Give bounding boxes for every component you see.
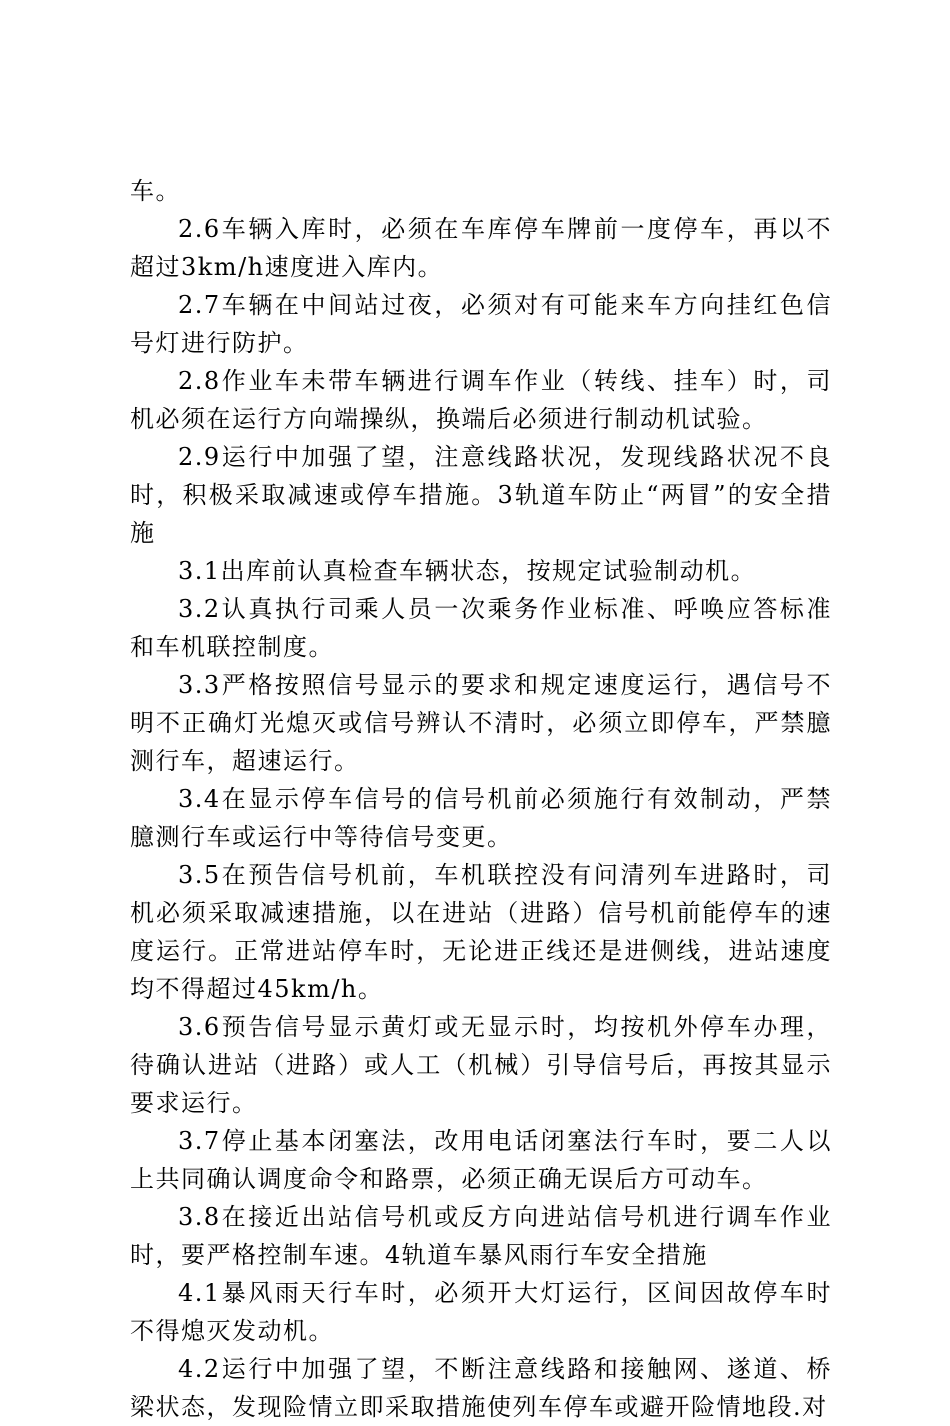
paragraph-4-2: 4.2运行中加强了望，不断注意线路和接触网、遂道、桥梁状态，发现险情立即采取措施使列车停车或避开险情地段.对	[130, 1355, 832, 1421]
paragraph-3-4: 3.4在显示停车信号的信号机前必须施行有效制动，严禁臆测行车或运行中等待信号变更。	[130, 785, 832, 851]
paragraph-3-5: 3.5在预告信号机前，车机联控没有问清列车进路时，司机必须采取减速措施，以在进站（进路）信号机前能停车的速度运行。正常进站停车时，无论进正线还是进侧线，进站速度均不得超过45km/h。	[130, 861, 832, 1003]
paragraph-2-9: 2.9运行中加强了望，注意线路状况，发现线路状况不良时，积极采取减速或停车措施。3轨道车防止“两冒”的安全措施	[130, 443, 832, 547]
paragraph-3-2: 3.2认真执行司乘人员一次乘务作业标准、呼唤应答标准和车机联控制度。	[130, 595, 832, 661]
document-body	[130, 172, 832, 1426]
paragraph-3-3: 3.3严格按照信号显示的要求和规定速度运行，遇信号不明不正确灯光熄灭或信号辨认不清时，必须立即停车，严禁臆测行车，超速运行。	[130, 671, 832, 775]
paragraph-4-1: 4.1暴风雨天行车时，必须开大灯运行，区间因故停车时不得熄灭发动机。	[130, 1279, 832, 1345]
paragraph-3-8: 3.8在接近出站信号机或反方向进站信号机进行调车作业时，要严格控制车速。4轨道车暴风雨行车安全措施	[130, 1203, 832, 1269]
paragraph-2-8: 2.8作业车未带车辆进行调车作业（转线、挂车）时，司机必须在运行方向端操纵，换端后必须进行制动机试验。	[130, 367, 832, 433]
paragraph-2-7: 2.7车辆在中间站过夜，必须对有可能来车方向挂红色信号灯进行防护。	[130, 291, 832, 357]
paragraph-3-1: 3.1出库前认真检查车辆状态，按规定试验制动机。	[178, 557, 757, 585]
paragraph-continuation: 车。	[130, 177, 181, 205]
paragraph-3-7: 3.7停止基本闭塞法，改用电话闭塞法行车时，要二人以上共同确认调度命令和路票，必须正确无误后方可动车。	[130, 1127, 832, 1193]
paragraph-3-6: 3.6预告信号显示黄灯或无显示时，均按机外停车办理，待确认进站（进路）或人工（机械）引导信号后，再按其显示要求运行。	[130, 1013, 832, 1117]
paragraph-2-6: 2.6车辆入库时，必须在车库停车牌前一度停车，再以不超过3km/h速度进入库内。	[130, 215, 832, 281]
